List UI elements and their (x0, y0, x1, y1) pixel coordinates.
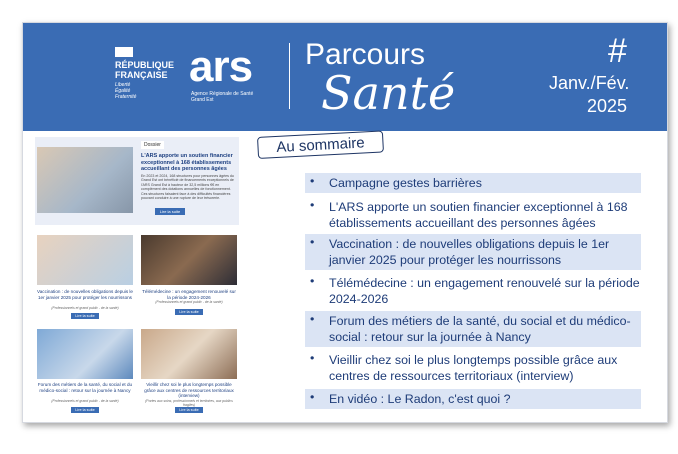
card-3-sub: (Professionnels et grand public - de la santé) (51, 399, 119, 403)
featured-article (35, 137, 239, 225)
card-1-title[interactable]: Vaccination : de nouvelles obligations depuis le 1er janvier 2025 pour protéger les nourrissons (37, 289, 133, 300)
rf-motto2: Égalité (115, 88, 131, 94)
rf-line2: FRANÇAISE (115, 70, 168, 80)
card-4-sub: (Portes aux soins, professionnels et territoires, aux publics fragiles) (145, 399, 233, 407)
bullet-icon: • (310, 351, 315, 365)
header-divider (289, 43, 290, 109)
card-3-image (37, 329, 133, 379)
issue-hash: # (608, 32, 627, 70)
card-1-sub: (Professionnels et grand public - de la santé) (51, 306, 119, 310)
card-4-image (141, 329, 237, 379)
rf-motto3: Fraternité (115, 94, 137, 100)
card-1-read-more-button[interactable]: Lire la suite (71, 313, 99, 319)
ars-logo: ars (189, 42, 253, 91)
rf-line1: RÉPUBLIQUE (115, 60, 175, 70)
card-2-read-more-button[interactable]: Lire la suite (175, 309, 203, 315)
bullet-icon: • (310, 390, 315, 404)
card-4-read-more-button[interactable]: Lire la suite (175, 407, 203, 413)
ars-sub1: Agence Régionale de Santé (191, 91, 254, 97)
bullet-icon: • (310, 174, 315, 188)
card-2-sub: (Professionnels et grand public - de la santé) (155, 300, 223, 304)
republique-francaise-logo (115, 47, 174, 100)
sommaire-item-6[interactable]: • Vieillir chez soi le plus longtemps possible grâce aux centres de ressources territoriaux (interview) (310, 351, 618, 383)
featured-title[interactable]: L'ARS apporte un soutien financier exceptionnel à 168 établissements accueillant des personnes âgées (141, 153, 233, 172)
sommaire-item-3[interactable]: • Vaccination : de nouvelles obligations depuis le 1er janvier 2025 pour protéger les nourrissons (305, 234, 641, 270)
bullet-icon: • (310, 235, 315, 249)
card-3-title[interactable]: Forum des métiers de la santé, du social et du médico-social : retour sur la journée à Nancy (37, 382, 133, 393)
bullet-icon: • (310, 312, 315, 326)
title-parcours: Parcours (305, 38, 426, 71)
title-sante: Santé (321, 66, 456, 120)
rf-motto1: Liberté (115, 82, 131, 88)
sommaire-item-7[interactable]: • En vidéo : Le Radon, c'est quoi ? (305, 389, 641, 409)
marianne-icon (115, 47, 133, 57)
card-2-image (141, 235, 237, 285)
issue-year: 2025 (587, 96, 628, 116)
card-1-image (37, 235, 133, 285)
ars-sub2: Grand Est (191, 97, 214, 103)
newsletter-card (22, 22, 668, 423)
featured-tag: Dossier (141, 141, 164, 149)
card-2-title[interactable]: Télémédecine : un engagement renouvelé sur la période 2024-2026 (142, 289, 236, 300)
card-4-title[interactable]: Vieillir chez soi le plus longtemps possible grâce aux centres de ressources territoriaux (interview) (144, 382, 234, 399)
newsletter-preview (35, 137, 239, 417)
bullet-icon: • (310, 198, 315, 212)
featured-image (37, 147, 133, 213)
sommaire-item-4[interactable]: • Télémédecine : un engagement renouvelé sur la période 2024-2026 (310, 274, 640, 306)
issue-months: Janv./Fév. (549, 73, 630, 93)
bullet-icon: • (310, 274, 315, 288)
header-banner (23, 23, 667, 131)
ars-subtitle (191, 91, 253, 103)
featured-text: En 2023 et 2024, 168 structures pour personnes âgées du Grand Est ont bénéficié de financements exceptionnels de l'ARS Grand Est à hauteur de 32,5 millions €€ en complément des dotations annuelles de fonctionnement. Ces structures faisaient face à des difficultés financières pouvant conduire à une rupture de leur trésorerie. (141, 174, 234, 201)
featured-read-more-button[interactable]: Lire la suite (155, 208, 185, 215)
card-3-read-more-button[interactable]: Lire la suite (71, 407, 99, 413)
sommaire-label: Au sommaire (257, 130, 384, 159)
sommaire-item-1[interactable]: • Campagne gestes barrières (305, 173, 641, 193)
sommaire-item-5[interactable]: • Forum des métiers de la santé, du social et du médico-social : retour sur la journée à Nancy (305, 311, 641, 347)
sommaire-item-2[interactable]: • L'ARS apporte un soutien financier exceptionnel à 168 établissements accueillant des personnes âgées (310, 198, 628, 230)
